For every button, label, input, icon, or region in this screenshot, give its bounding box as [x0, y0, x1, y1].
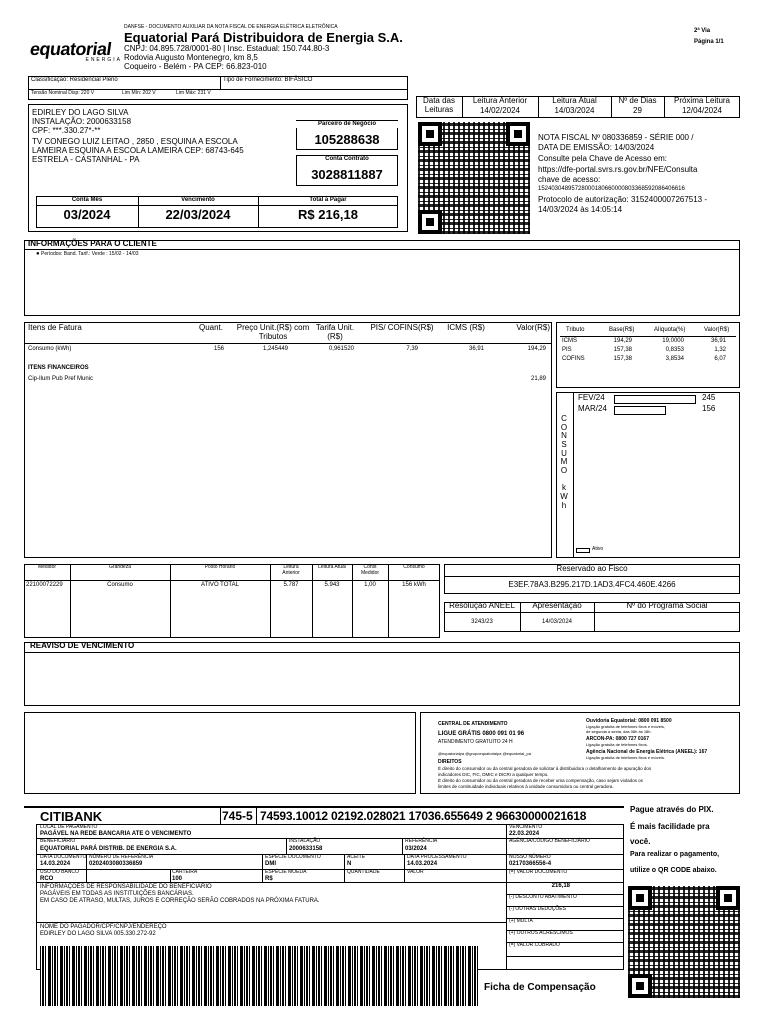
- chart-bar: [614, 406, 666, 415]
- readings-value-days: 29: [633, 106, 642, 115]
- local-label: LOCAL DE PAGAMENTO: [40, 824, 98, 830]
- item-consumo-label: Consumo (kWh): [28, 346, 72, 352]
- data-doc-value: 14.03.2024: [40, 861, 71, 867]
- benef-value: EQUATORIAL PARÁ DISTRIB. DE ENERGIA S.A.: [40, 846, 177, 852]
- contract-value: 3028811887: [311, 167, 383, 182]
- page-number: Página 1/1: [694, 39, 724, 45]
- meter-header-consumo: Consumo: [403, 564, 425, 570]
- num-ref-label: NÚMERO DE REFERÊNCIA: [89, 854, 154, 860]
- company-name: Equatorial Pará Distribuidora de Energia S.A.: [124, 30, 403, 45]
- instr-line-3: EM CASO DE ATRASO, MULTAS, JUROS E CORREÇÃO SERÃO COBRADOS NA PRÓXIMA FATURA.: [40, 898, 320, 904]
- readings-header-curr: Leitura Atual: [552, 96, 597, 105]
- logo-wordmark: equatorial: [28, 39, 113, 59]
- month-label: Conta Mês: [71, 197, 103, 203]
- tributos-header-value: Valor(R$): [704, 327, 730, 333]
- arcon-sub: Ligação gratuita de telefones fixos.: [586, 742, 648, 747]
- readings-value-curr: 14/03/2024: [554, 106, 595, 115]
- fisco-code: E3EF.78A3.B295.217D.1AD3.4FC4.460E.4266: [508, 580, 676, 589]
- meter-header-posto: Posto Horário: [204, 564, 236, 570]
- meter-value-curr: 5.943: [324, 582, 340, 588]
- blank-box: [24, 712, 416, 794]
- bullet-icon: ●: [36, 251, 40, 257]
- nf-protocol: Protocolo de autorização: 3152400007267513 -: [538, 195, 708, 204]
- items-header-price: Preço Unit.(R$) com Tributos: [236, 323, 310, 341]
- venc-value: 22.03.2024: [509, 831, 540, 837]
- logo-subtext: ENERGIA: [85, 56, 122, 63]
- readings-value-prev: 14/02/2024: [479, 106, 521, 115]
- partner-label: Parceiro de Negócio: [296, 121, 398, 128]
- tributo-icms-name: ICMS: [562, 338, 577, 344]
- items-header-item: Itens de Fatura: [28, 323, 82, 332]
- chart-value-label: 245: [702, 393, 716, 402]
- chart-bar: [614, 395, 696, 404]
- tributos-header-name: Tributo: [566, 327, 585, 333]
- chart-category-label: FEV/24: [578, 393, 605, 402]
- vlabel-char: O: [560, 465, 568, 475]
- tributo-cofins-value: 6,07: [714, 356, 726, 362]
- aneel-value-presentation: 14/03/2024: [541, 619, 573, 625]
- meter-header-const: Const Medidor: [360, 564, 380, 576]
- pix-line-2: É mais facilidade pra: [630, 822, 710, 831]
- tributo-pis-rate: 0,8353: [665, 347, 684, 353]
- item-consumo-tariff: 0,961520: [328, 346, 354, 352]
- pix-line-3: você.: [630, 837, 651, 846]
- local-value: PAGÁVEL NA REDE BANCARIA ATE O VENCIMENTO: [40, 831, 192, 837]
- tributo-pis-value: 1,32: [714, 347, 726, 353]
- consumo-chart: [556, 392, 740, 558]
- ouvidoria-sub2: de segunda a sexta, das 08h às 18h.: [586, 729, 652, 734]
- nf-key-label: chave de acesso:: [538, 175, 601, 184]
- via-label: 2ª Via: [694, 28, 711, 34]
- atendimento-social[interactable]: @equatorialpa @grupoequatorialpa @equatorial_pa: [438, 751, 531, 756]
- uso-label: USO DO BANCO: [40, 869, 79, 875]
- tributo-icms-value: 36,91: [710, 338, 726, 344]
- direitos-line-4: limites de continuidade individuais relativos à unidade consumidora ou central geradora.: [438, 784, 614, 789]
- tributos-header-base: Base(R$): [609, 327, 635, 333]
- meter-header-grandeza: Grandeza: [109, 564, 131, 570]
- vlabel-char: U: [561, 448, 567, 458]
- info-bullet-text: Períodos: Band. Tarif.: Verde : 15/02 - 14/03: [41, 251, 139, 257]
- tributo-pis-name: PIS: [562, 347, 572, 353]
- moeda-value: R$: [265, 876, 273, 882]
- carteira-label: CARTEIRA: [172, 869, 198, 875]
- ref-value: 03/2024: [405, 846, 427, 852]
- aneel: Agência Nacional de Energia Elétrica (ANEEL): 167: [586, 749, 708, 755]
- vlabel-char: S: [561, 439, 567, 449]
- client-installation: INSTALAÇÃO: 2000633158: [32, 117, 132, 126]
- danfe-line: DANFSE - DOCUMENTO AUXILIAR DA NOTA FISCAL DE ENERGIA ELÉTRICA ELETRÔNICA: [124, 24, 338, 30]
- nf-url[interactable]: https://dfe-portal.svrs.rs.gov.br/NFE/Consulta: [538, 165, 698, 174]
- info-title: INFORMAÇÕES PARA O CLIENTE: [28, 239, 157, 248]
- aceite-label: ACEITE: [347, 854, 366, 860]
- aneel-header-program: Nº do Programa Social: [626, 601, 708, 610]
- meter-value-posto: ATIVO TOTAL: [201, 582, 239, 588]
- moeda-label: ESPÉCIE MOEDA: [265, 869, 307, 875]
- partner-value: 105288638: [314, 132, 380, 147]
- instr-line-1: INFORMAÇÕES DE RESPONSABILIDADE DO BENEFICIÁRIO: [40, 884, 212, 890]
- tributo-pis-base: 157,38: [613, 347, 632, 353]
- carteira-value: 100: [172, 876, 183, 882]
- consumo-vertical-label: [558, 415, 570, 510]
- items-header-pis: PIS/ COFINS(R$): [370, 323, 434, 332]
- vlabel-char: O: [560, 422, 568, 432]
- meter-value-prev: 5.787: [283, 582, 299, 588]
- chart-value-label: 156: [702, 404, 716, 413]
- vlabel-char: h: [561, 500, 567, 510]
- pix-qr-code[interactable]: [628, 886, 740, 998]
- direitos-title: DIREITOS: [438, 759, 462, 765]
- desconto-label: (-) DESCONTO ABATIMENTO: [509, 894, 577, 900]
- instr-line-2: PAGÁVEIS EM TODAS AS INSTITUIÇÕES BANCÁRIAS.: [40, 891, 194, 897]
- client-address-2: LAMEIRA ESQUINA A ESCOLA LAMEIRA CEP: 68743-645: [32, 146, 244, 155]
- tributo-cofins-base: 157,38: [613, 356, 632, 362]
- boleto-barcode: [40, 946, 478, 1006]
- valor-doc-value: 216,18: [551, 883, 570, 889]
- contract-label: Conta Contrato: [325, 156, 369, 162]
- aneel-header-presentation: Apresentação: [532, 601, 582, 610]
- multa-label: (+) MULTA: [509, 918, 533, 924]
- vlabel-char: N: [561, 431, 567, 441]
- items-financeiros-title: ITENS FINANCEIROS: [28, 365, 89, 371]
- company-address-2: Coqueiro - Belém - PA CEP: 66.823-010: [124, 62, 267, 71]
- meter-value-const: 1,00: [364, 582, 376, 588]
- items-header-icms: ICMS (R$): [447, 323, 485, 332]
- tributo-icms-base: 194,29: [613, 338, 632, 344]
- direitos-line-1: É direito do consumidor ou da central geradora de solicitar à distribuidora o detalhamento de apuração dos: [438, 766, 652, 771]
- pagador-value: EDIRLEY DO LAGO SILVA 005.330.272-92: [40, 931, 156, 937]
- month-value: 03/2024: [63, 207, 111, 222]
- readings-header-date: Data das Leituras: [422, 96, 456, 114]
- bank-name: CITIBANK: [40, 809, 103, 824]
- atendimento-phone: LIGUE GRÁTIS 0800 091 01 96: [438, 731, 525, 737]
- nosso-label: NOSSO NÚMERO: [509, 854, 551, 860]
- nf-number: NOTA FISCAL Nº 080336859 - SÉRIE 000 /: [538, 133, 694, 142]
- nf-key: 15240304895728000180660000803368592086406616: [538, 186, 685, 192]
- items-box: [24, 322, 552, 558]
- classification-supply: Tipo de Fornecimento: BIFÁSICO: [223, 77, 313, 83]
- valor-doc-label: (=) VALOR DOCUMENTO: [509, 869, 568, 875]
- pix-line-4: Para realizar o pagamento,: [630, 851, 720, 858]
- client-cpf: CPF: ***.330.27*-**: [32, 126, 101, 135]
- pix-line-5: utilize o QR CODE abaixo.: [630, 867, 717, 874]
- nf-protocol-date: 14/03/2024 às 14:05:14: [538, 205, 623, 214]
- aceite-value: N: [347, 861, 352, 867]
- chart-legend-swatch: [576, 548, 590, 553]
- chart-legend-label: Ativo: [592, 546, 604, 552]
- aneel-header-resolution: Resolução ANEEL: [449, 601, 515, 610]
- client-name: EDIRLEY DO LAGO SILVA: [32, 108, 129, 117]
- atendimento-gratuito: ATENDIMENTO GRATUITO 24 H: [438, 739, 513, 745]
- item-consumo-icms: 36,91: [468, 346, 484, 352]
- digitable-line[interactable]: 74593.10012 02192.028021 17036.655649 2 96630000021618: [260, 809, 587, 823]
- num-ref-value: 0202403080336859: [89, 861, 143, 867]
- voltage-min: Lim Mín: 202 V: [122, 90, 156, 96]
- benef-label: BENEFICIÁRIO: [40, 838, 76, 844]
- especie-value: DMI: [265, 861, 276, 867]
- readings-header-days: Nº de Dias: [618, 96, 657, 105]
- cobrado-label: (=) VALOR COBRADO: [509, 942, 560, 948]
- data-proc-value: 14.03.2024: [407, 861, 438, 867]
- aneel-value-resolution: 3243/23: [471, 619, 493, 625]
- readings-header-prev: Leitura Anterior: [472, 96, 528, 105]
- data-doc-label: DATA DOCUMENTO: [40, 854, 87, 860]
- tributo-cofins-rate: 3,8534: [665, 356, 684, 362]
- especie-label: ESPÉCIE DOCUMENTO: [265, 854, 321, 860]
- meter-value-grandeza: Consumo: [107, 582, 133, 588]
- venc-label: VENCIMENTO: [509, 824, 543, 830]
- meter-value-consumo: 156 kWh: [402, 582, 426, 588]
- meter-header-prev: Leitura Anterior: [282, 564, 300, 576]
- tributo-cofins-name: COFINS: [562, 356, 585, 362]
- chart-category-label: MAR/24: [578, 404, 607, 413]
- due-value: 22/03/2024: [165, 207, 231, 222]
- item-cip-label: Cip-Ilum Pub Pref Munic: [28, 376, 94, 382]
- uso-value: RCO: [40, 876, 54, 882]
- outras-ded-label: (-) OUTRAS DEDUÇÕES: [509, 906, 566, 912]
- total-value: R$ 216,18: [298, 207, 358, 222]
- reaviso-title: REAVISO DE VENCIMENTO: [30, 641, 135, 650]
- bank-code: 745-5: [222, 809, 253, 823]
- voltage-max: Lim Máx: 231 V: [176, 90, 211, 96]
- readings-value-next: 12/04/2024: [681, 106, 723, 115]
- classification-class: Classificação: Residencial Pleno: [31, 77, 118, 83]
- fisco-title: Reservado ao Fisco: [556, 564, 628, 573]
- pix-line-1: Pague através do PIX.: [630, 805, 714, 814]
- direitos-line-2: indicadores DIC, FIC, DMIC e DICRI a qualquer tempo.: [438, 772, 549, 777]
- item-consumo-price: 1,245449: [262, 346, 288, 352]
- ficha-compensacao: Ficha de Compensação: [484, 982, 596, 993]
- meter-header-curr: Leitura Atual: [318, 564, 346, 570]
- pagador-label: NOME DO PAGADOR/CPF/CNPJ/ENDEREÇO: [40, 924, 167, 930]
- client-address-3: ESTRELA - CASTANHAL - PA: [32, 155, 140, 164]
- voltage-nominal: Tensão Nominal Disp: 220 V: [31, 90, 95, 96]
- tributo-icms-rate: 19,0000: [662, 338, 684, 344]
- items-header-value: Valor(R$): [516, 323, 550, 332]
- item-consumo-qty: 156: [213, 346, 224, 352]
- nf-qr-code: [418, 122, 530, 234]
- atendimento-central: CENTRAL DE ATENDIMENTO: [438, 721, 508, 727]
- items-header-tariff: Tarifa Unit.(R$): [315, 323, 355, 341]
- outros-acr-label: (+) OUTROS ACRÉSCIMOS: [509, 930, 573, 936]
- vlabel-char: k: [562, 483, 566, 493]
- client-address-1: TV CONEGO LUIZ LEITAO , 2850 , ESQUINA A ESCOLA: [32, 137, 238, 146]
- inst-value: 2000633158: [289, 846, 323, 852]
- vlabel-char: M: [560, 457, 568, 467]
- nosso-value: 02170366556-4: [509, 861, 552, 867]
- company-cnpj: CNPJ: 04.895.728/0001-80 | Insc. Estadual: 150.744.80-3: [124, 44, 330, 53]
- nf-consult: Consulte pela Chave de Acesso em:: [538, 154, 667, 163]
- data-proc-label: DATA PROCESSAMENTO: [407, 854, 467, 860]
- readings-header-next: Próxima Leitura: [673, 96, 731, 105]
- item-consumo-value: 194,29: [527, 346, 546, 352]
- ouvidoria-sub: Ligação gratuita de telefones fixos e móveis,: [586, 724, 665, 729]
- direitos-line-3: É direito do consumidor ou da central geradora de receber uma compensação, caso sejam violados os: [438, 778, 643, 783]
- inst-label: INSTALAÇÃO: [289, 838, 321, 844]
- meter-value-id: 22100072229: [26, 582, 63, 588]
- vlabel-char: W: [560, 492, 568, 501]
- arcon: ARCON-PA: 0800 727 0167: [586, 736, 649, 742]
- items-header-qty: Quant.: [198, 323, 223, 332]
- item-cip-value: 21,89: [530, 376, 546, 382]
- due-label: Vencimento: [181, 197, 215, 203]
- nf-emission: DATA DE EMISSÃO: 14/03/2024: [538, 143, 655, 152]
- ref-label: REFERÊNCIA: [405, 838, 438, 844]
- qtd-label: QUANTIDADE: [347, 869, 380, 875]
- valor-label: VALOR: [407, 869, 424, 875]
- agencia-label: AGÊNCIA/CÓDIGO BENEFICIÁRIO: [509, 838, 590, 844]
- total-label: Total a Pagar: [309, 197, 347, 203]
- company-logo: [30, 40, 122, 70]
- meter-header-id: Medidor: [37, 564, 57, 570]
- company-address-1: Rodovia Augusto Montenegro, km 8,5: [124, 53, 258, 62]
- ouvidoria: Ouvidoria Equatorial: 0800 091 8500: [586, 718, 672, 724]
- info-bullet: [36, 251, 139, 258]
- item-consumo-pis: 7,39: [406, 346, 418, 352]
- aneel-sub: Ligação gratuita de telefones fixos e móveis.: [586, 755, 665, 760]
- tributos-header-rate: Alíquota(%): [654, 327, 686, 333]
- vlabel-char: C: [561, 414, 567, 423]
